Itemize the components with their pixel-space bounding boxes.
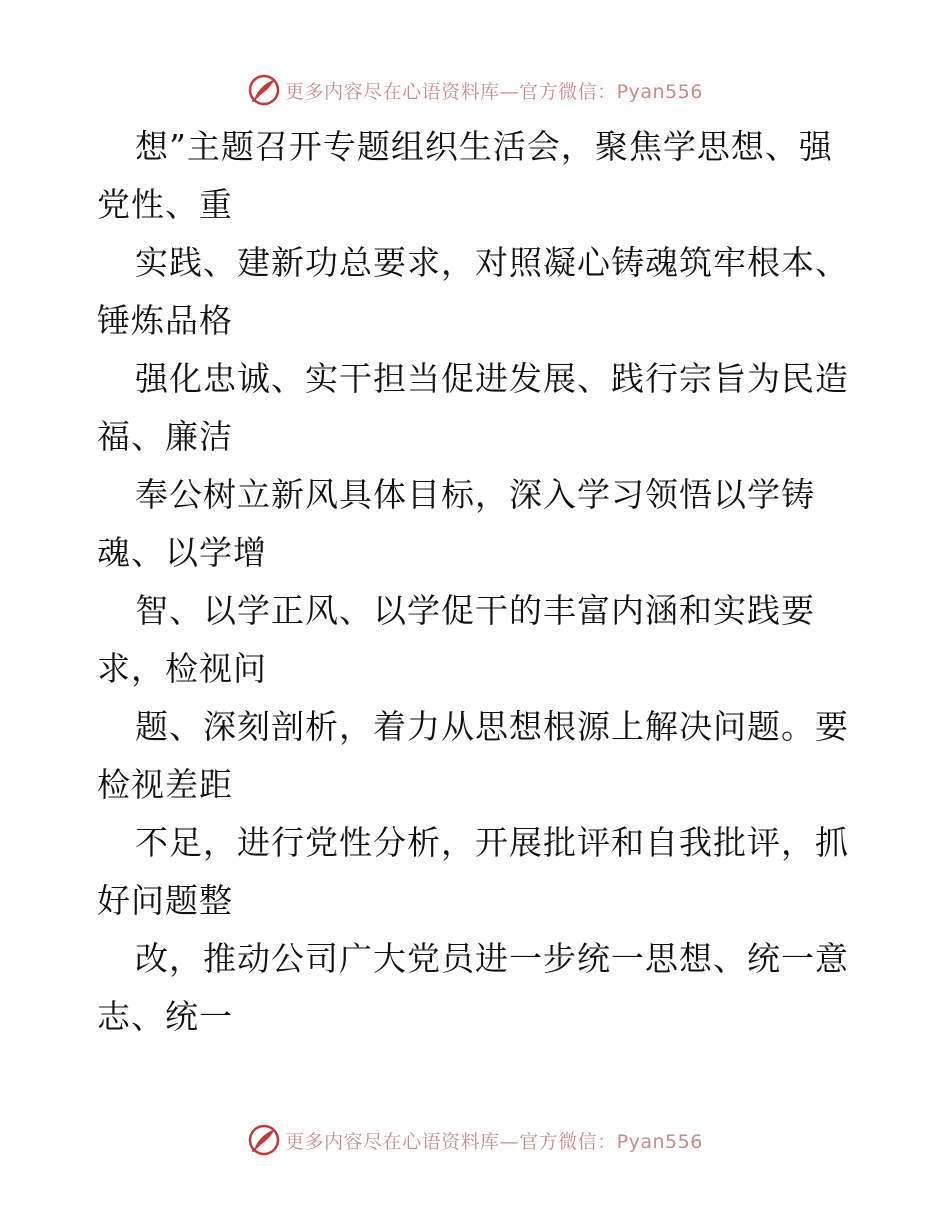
text-line: 改，推动公司广大党员进一步统一思想、统一意 <box>135 939 849 978</box>
text-line: 魂、以学增 <box>97 533 267 572</box>
text-line: 不足，进行党性分析，开展批评和自我批评，抓 <box>135 823 849 862</box>
text-line: 福、廉洁 <box>97 417 233 456</box>
text-line: 志、统一 <box>97 997 233 1036</box>
text-line: 党性、重 <box>97 185 233 224</box>
text-line: 求，检视问 <box>97 649 267 688</box>
text-line: 智、以学正风、以学促干的丰富内涵和实践要 <box>135 591 815 630</box>
text-line: 题、深刻剖析，着力从思想根源上解决问题。要 <box>135 707 849 746</box>
footer-banner-text: 更多内容尽在心语资料库—官方微信：Pyan556 <box>285 1130 703 1153</box>
header-wechat-id: Pyan556 <box>616 80 703 103</box>
text-line: 实践、建新功总要求，对照凝心铸魂筑牢根本、 <box>135 243 849 282</box>
text-line: 检视差距 <box>97 765 233 804</box>
text-line: 锤炼品格 <box>97 301 233 340</box>
footer-banner <box>0 1120 950 1160</box>
document-body <box>97 118 857 1046</box>
text-line: 想”主题召开专题组织生活会，聚焦学思想、强 <box>135 127 833 166</box>
text-line: 奉公树立新风具体目标，深入学习领悟以学铸 <box>135 475 815 514</box>
header-banner-text: 更多内容尽在心语资料库—官方微信：Pyan556 <box>285 80 703 103</box>
header-banner <box>0 70 950 110</box>
quill-logo-icon <box>247 73 281 107</box>
text-line: 好问题整 <box>97 881 233 920</box>
quill-logo-icon <box>247 1123 281 1157</box>
text-line: 强化忠诚、实干担当促进发展、践行宗旨为民造 <box>135 359 849 398</box>
footer-wechat-id: Pyan556 <box>616 1130 703 1153</box>
